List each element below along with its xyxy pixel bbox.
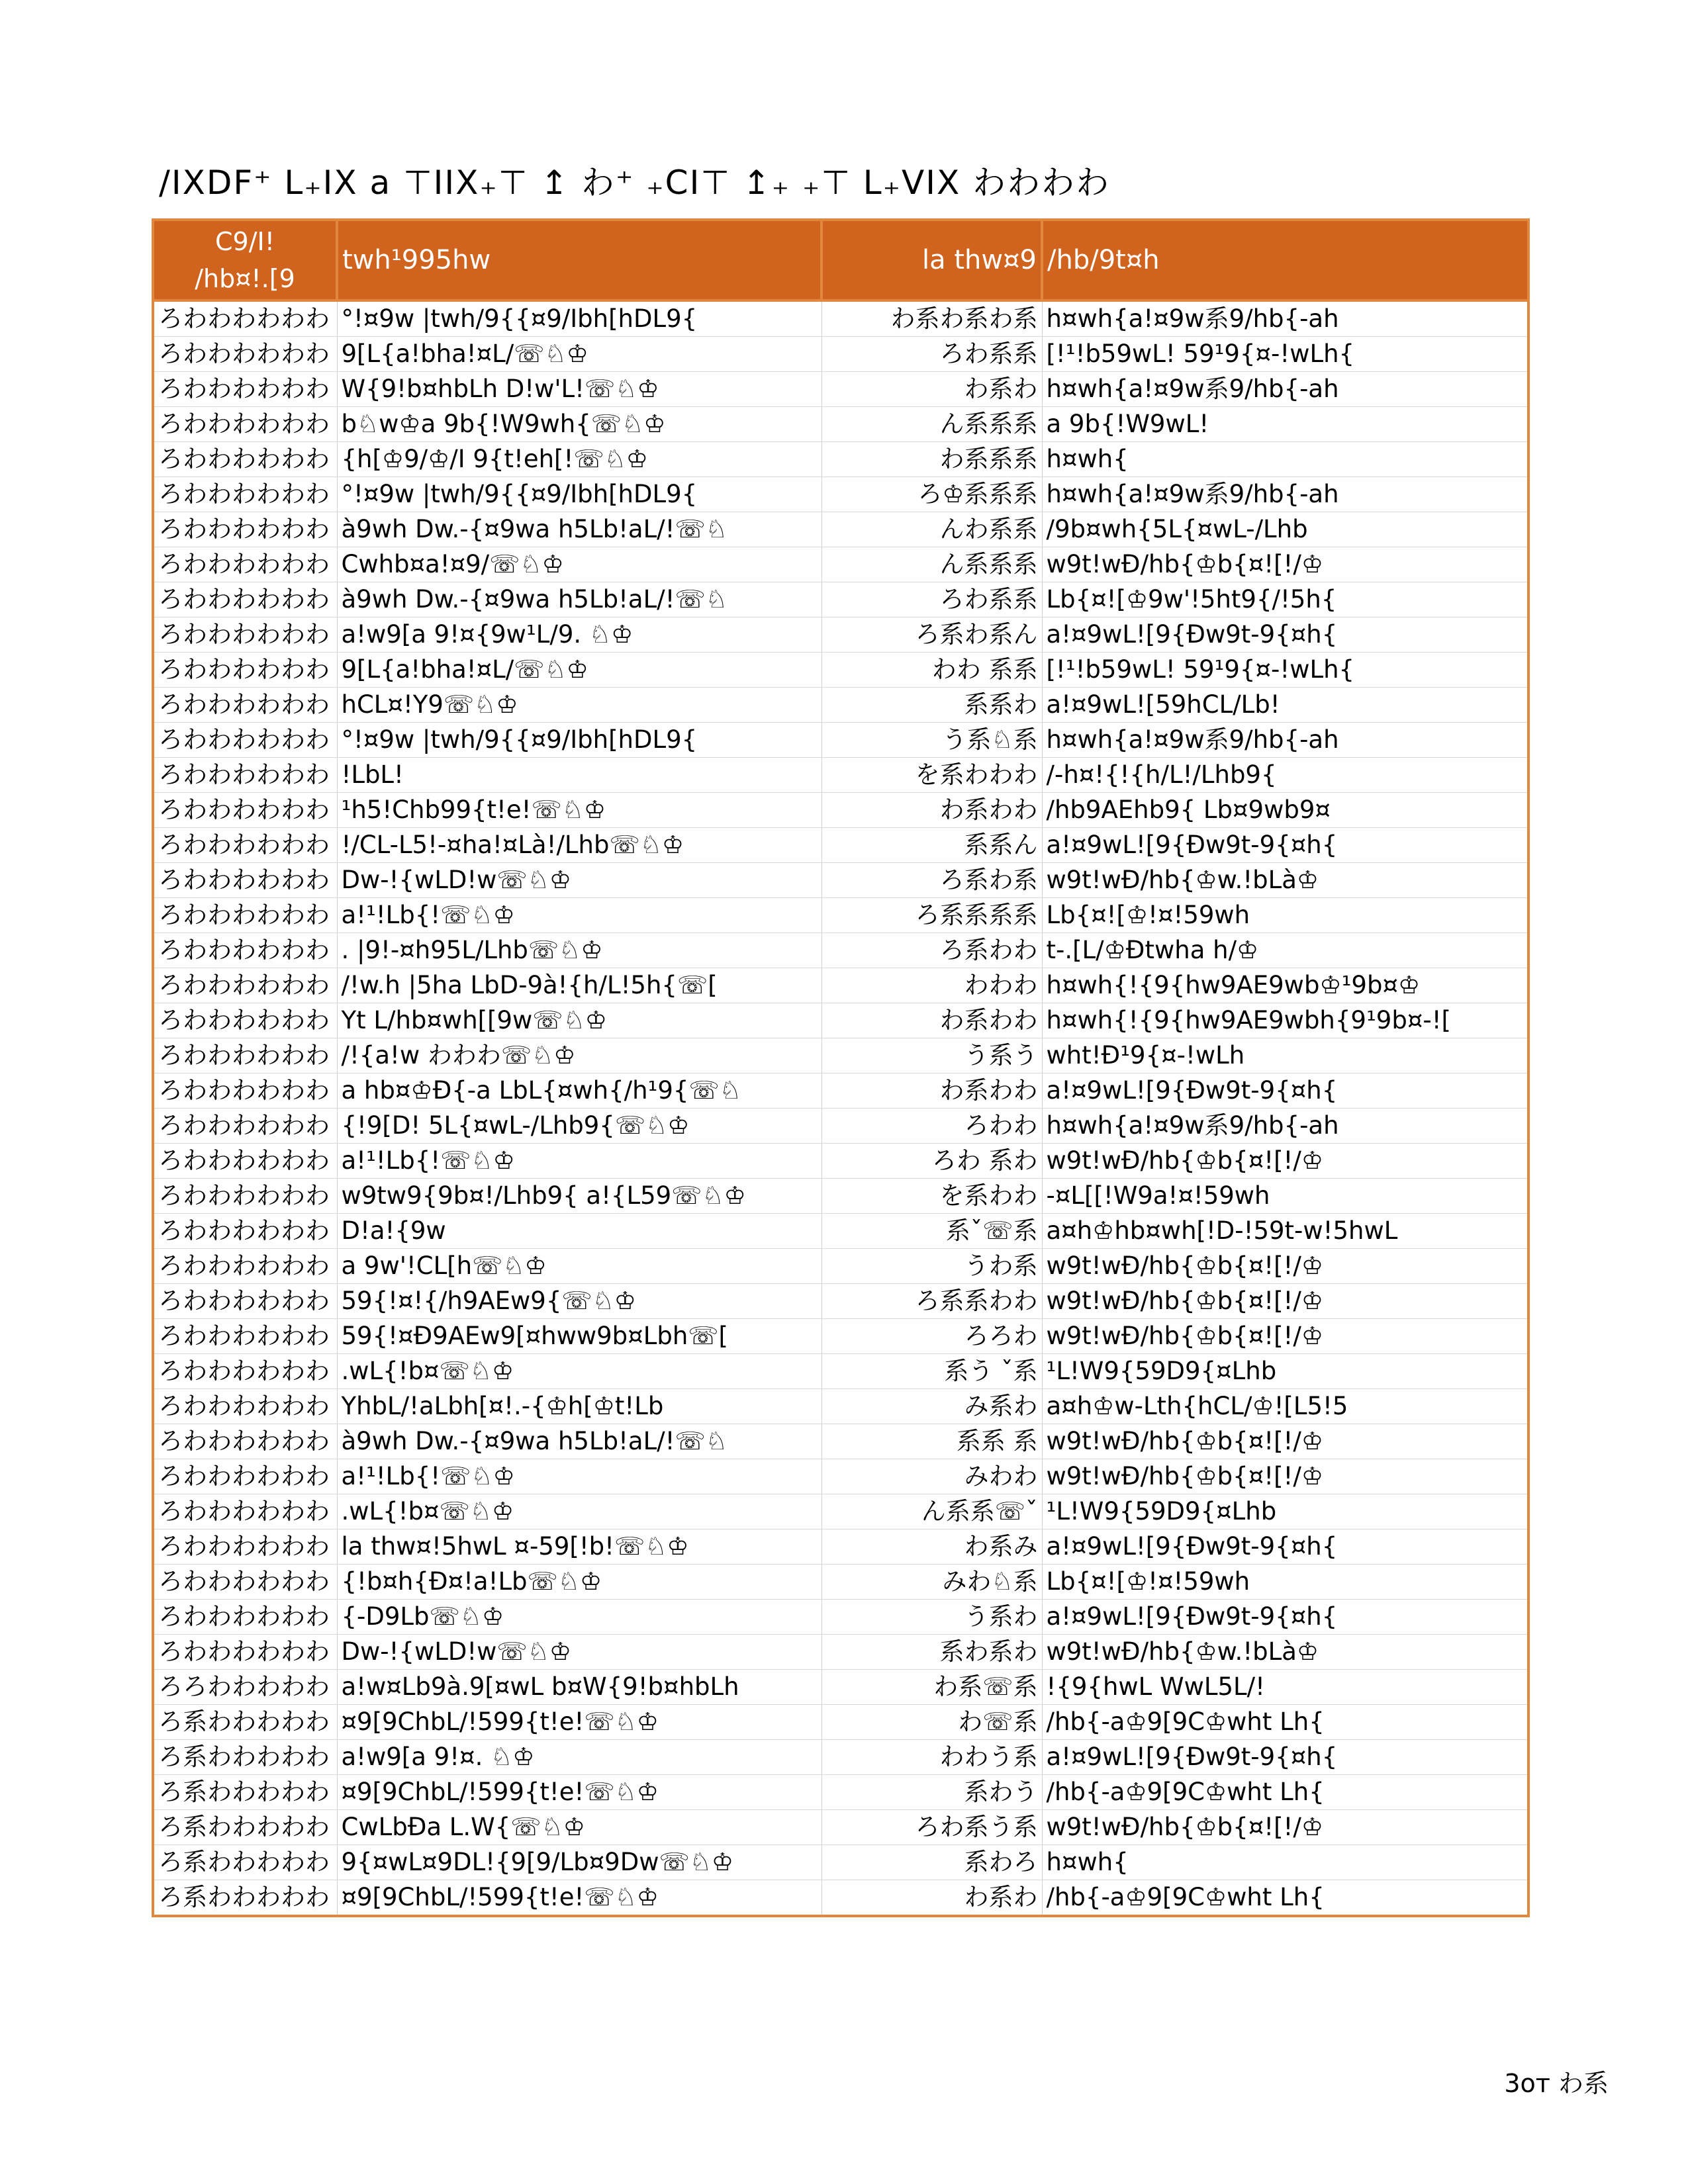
row-category-cell: t-.[L/♔Ðtwha h/♔ — [1042, 933, 1528, 968]
row-category-cell: w9t!wÐ/hb{♔b{¤![!/♔ — [1042, 1319, 1528, 1354]
table-row — [153, 582, 1528, 617]
row-amount-cell: ろ♔系系系 — [821, 477, 1042, 512]
row-date-cell: ろわわわわわわ — [153, 1073, 337, 1109]
row-amount-cell: 系ˇ☏系 — [821, 1214, 1042, 1249]
row-category-cell: h¤wh{a!¤9w系9/hb{-ah — [1042, 1109, 1528, 1144]
row-name-cell: b♘w♔a 9b{!W9wh{☏♘♔ — [337, 407, 821, 442]
row-name-cell: CwLbÐa L.W{☏♘♔ — [337, 1810, 821, 1845]
row-amount-cell: ろわわ — [821, 1109, 1042, 1144]
table-row — [153, 1459, 1528, 1494]
table-row — [153, 1249, 1528, 1284]
row-date-cell: ろわわわわわわ — [153, 1565, 337, 1600]
row-amount-cell: み系わ — [821, 1389, 1042, 1424]
row-category-cell: h¤wh{ — [1042, 1845, 1528, 1880]
table-row — [153, 1775, 1528, 1810]
row-category-cell: h¤wh{a!¤9w系9/hb{-ah — [1042, 477, 1528, 512]
table-row — [153, 1494, 1528, 1529]
row-date-cell: ろわわわわわわ — [153, 407, 337, 442]
row-name-cell: a!¹!Lb{!☏♘♔ — [337, 898, 821, 933]
row-category-cell: w9t!wÐ/hb{♔w.!bLà♔ — [1042, 863, 1528, 898]
row-amount-cell: ろわ系う系 — [821, 1810, 1042, 1845]
row-amount-cell: ん系系系 — [821, 547, 1042, 582]
row-category-cell: w9t!wÐ/hb{♔b{¤![!/♔ — [1042, 1249, 1528, 1284]
row-category-cell: a!¤9wL![9{Ðw9t-9{¤h{ — [1042, 828, 1528, 863]
row-amount-cell: わ系わわ — [821, 793, 1042, 828]
row-category-cell: h¤wh{!{9{hw9AE9wb♔¹9b¤♔ — [1042, 968, 1528, 1003]
row-name-cell: Cwhb¤a!¤9/☏♘♔ — [337, 547, 821, 582]
column-header: /hb/9t¤h — [1042, 220, 1528, 300]
row-name-cell: D!a!{9w — [337, 1214, 821, 1249]
table-row — [153, 477, 1528, 512]
table-row — [153, 1144, 1528, 1179]
row-name-cell: °!¤9w |twh/9{{¤9/Ibh[hDL9{ — [337, 723, 821, 758]
row-amount-cell: ろろわ — [821, 1319, 1042, 1354]
row-date-cell: ろわわわわわわ — [153, 300, 337, 337]
row-name-cell: la thw¤!5hwL ¤-59[!b!☏♘♔ — [337, 1529, 821, 1565]
row-amount-cell: 系系 系 — [821, 1424, 1042, 1459]
table-row — [153, 1003, 1528, 1038]
table-row — [153, 1179, 1528, 1214]
row-category-cell: a!¤9wL![9{Ðw9t-9{¤h{ — [1042, 1600, 1528, 1635]
row-category-cell: a!¤9wL![9{Ðw9t-9{¤h{ — [1042, 1073, 1528, 1109]
row-category-cell: a 9b{!W9wL! — [1042, 407, 1528, 442]
row-amount-cell: わ系☏系 — [821, 1670, 1042, 1705]
row-category-cell: wht!Ð¹9{¤-!wLh — [1042, 1038, 1528, 1073]
row-date-cell: ろわわわわわわ — [153, 442, 337, 477]
row-date-cell: ろわわわわわわ — [153, 582, 337, 617]
row-date-cell: ろわわわわわわ — [153, 933, 337, 968]
row-amount-cell: う系わ — [821, 1600, 1042, 1635]
row-date-cell: ろわわわわわわ — [153, 1529, 337, 1565]
row-amount-cell: わ系わ — [821, 1880, 1042, 1917]
row-amount-cell: 系わ系わ — [821, 1635, 1042, 1670]
row-category-cell: w9t!wÐ/hb{♔b{¤![!/♔ — [1042, 1424, 1528, 1459]
row-amount-cell: 系わろ — [821, 1845, 1042, 1880]
column-header: C9/I! /hb¤!.[9 — [153, 220, 337, 300]
row-amount-cell: ろ系系系系 — [821, 898, 1042, 933]
row-amount-cell: わわ 系系 — [821, 653, 1042, 688]
row-category-cell: /9b¤wh{5L{¤wL-/Lhb — [1042, 512, 1528, 547]
row-category-cell: [!¹!b59wL! 59¹9{¤-!wLh{ — [1042, 653, 1528, 688]
table-row — [153, 547, 1528, 582]
table-row — [153, 337, 1528, 372]
table-row — [153, 1389, 1528, 1424]
row-amount-cell: わ系み — [821, 1529, 1042, 1565]
table-row — [153, 1354, 1528, 1389]
row-date-cell: ろわわわわわわ — [153, 512, 337, 547]
row-date-cell: ろわわわわわわ — [153, 1494, 337, 1529]
row-date-cell: ろろわわわわわ — [153, 1670, 337, 1705]
row-category-cell: ¹L!W9{59D9{¤Lhb — [1042, 1494, 1528, 1529]
row-category-cell: w9t!wÐ/hb{♔b{¤![!/♔ — [1042, 1810, 1528, 1845]
row-category-cell: /hb{-a♔9[9C♔wht Lh{ — [1042, 1880, 1528, 1917]
row-category-cell: /hb{-a♔9[9C♔wht Lh{ — [1042, 1705, 1528, 1740]
row-name-cell: a!¹!Lb{!☏♘♔ — [337, 1144, 821, 1179]
row-category-cell: a!¤9wL![9{Ðw9t-9{¤h{ — [1042, 1529, 1528, 1565]
row-date-cell: ろ系わわわわわ — [153, 1880, 337, 1917]
row-amount-cell: わ系系系 — [821, 442, 1042, 477]
page-title: /IXDF⁺ L₊IX a ⊤IIX₊⊤ ↥ わ⁺ ₊CI⊤ ↥₊ ₊⊤ L₊VIX わわわわ — [159, 163, 1111, 202]
row-category-cell: Lb{¤![♔9w'!5ht9{/!5h{ — [1042, 582, 1528, 617]
row-name-cell: {!9[D! 5L{¤wL-/Lhb9{☏♘♔ — [337, 1109, 821, 1144]
row-amount-cell: ろ系わ系 — [821, 863, 1042, 898]
table-row — [153, 1073, 1528, 1109]
row-date-cell: ろわわわわわわ — [153, 863, 337, 898]
row-amount-cell: 系わう — [821, 1775, 1042, 1810]
table-row — [153, 512, 1528, 547]
row-amount-cell: ろわ系系 — [821, 337, 1042, 372]
row-name-cell: a hb¤♔Ð{-a LbL{¤wh{/h¹9{☏♘ — [337, 1073, 821, 1109]
row-date-cell: ろわわわわわわ — [153, 1354, 337, 1389]
row-name-cell: ¤9[9ChbL/!599{t!e!☏♘♔ — [337, 1775, 821, 1810]
row-name-cell: /!w.h |5ha LbD-9à!{h/L!5h{☏[ — [337, 968, 821, 1003]
row-amount-cell: わ系わわ — [821, 1003, 1042, 1038]
row-category-cell: w9t!wÐ/hb{♔b{¤![!/♔ — [1042, 547, 1528, 582]
row-date-cell: ろわわわわわわ — [153, 1389, 337, 1424]
row-amount-cell: う系う — [821, 1038, 1042, 1073]
row-name-cell: {!b¤h{Ð¤!a!Lb☏♘♔ — [337, 1565, 821, 1600]
column-header: twh¹995hw — [337, 220, 821, 300]
row-amount-cell: ん系系系 — [821, 407, 1042, 442]
row-date-cell: ろわわわわわわ — [153, 617, 337, 653]
table-row — [153, 653, 1528, 688]
table-row — [153, 723, 1528, 758]
row-category-cell: w9t!wÐ/hb{♔w.!bLà♔ — [1042, 1635, 1528, 1670]
table-row — [153, 407, 1528, 442]
row-category-cell: h¤wh{a!¤9w系9/hb{-ah — [1042, 372, 1528, 407]
row-amount-cell: を系わわわ — [821, 758, 1042, 793]
table-body — [153, 300, 1528, 1916]
row-category-cell: h¤wh{ — [1042, 442, 1528, 477]
table-row — [153, 1565, 1528, 1600]
row-date-cell: ろ系わわわわわ — [153, 1740, 337, 1775]
row-name-cell: YhbL/!aLbh[¤!.-{♔h[♔t!Lb — [337, 1389, 821, 1424]
table-row — [153, 1705, 1528, 1740]
row-name-cell: hCL¤!Y9☏♘♔ — [337, 688, 821, 723]
row-date-cell: ろわわわわわわ — [153, 968, 337, 1003]
row-amount-cell: わわう系 — [821, 1740, 1042, 1775]
row-category-cell: Lb{¤![♔!¤!59wh — [1042, 898, 1528, 933]
row-amount-cell: ろ系系わわ — [821, 1284, 1042, 1319]
row-date-cell: ろわわわわわわ — [153, 1319, 337, 1354]
table-row — [153, 1810, 1528, 1845]
row-date-cell: ろわわわわわわ — [153, 898, 337, 933]
table-row — [153, 968, 1528, 1003]
row-category-cell: w9t!wÐ/hb{♔b{¤![!/♔ — [1042, 1459, 1528, 1494]
row-name-cell: {-D9Lb☏♘♔ — [337, 1600, 821, 1635]
table-row — [153, 933, 1528, 968]
row-name-cell: Dw-!{wLD!w☏♘♔ — [337, 1635, 821, 1670]
row-amount-cell: を系わわ — [821, 1179, 1042, 1214]
row-amount-cell: 系う ˇ系 — [821, 1354, 1042, 1389]
row-name-cell: Dw-!{wLD!w☏♘♔ — [337, 863, 821, 898]
row-date-cell: ろわわわわわわ — [153, 1214, 337, 1249]
row-amount-cell: みわわ — [821, 1459, 1042, 1494]
row-amount-cell: みわ♘系 — [821, 1565, 1042, 1600]
row-name-cell: ¤9[9ChbL/!599{t!e!☏♘♔ — [337, 1705, 821, 1740]
table-row — [153, 1880, 1528, 1917]
row-category-cell: -¤L[[!W9a!¤!59wh — [1042, 1179, 1528, 1214]
row-date-cell: ろわわわわわわ — [153, 653, 337, 688]
table-row — [153, 1670, 1528, 1705]
row-category-cell: a¤h♔w-Lth{hCL/♔![L5!5 — [1042, 1389, 1528, 1424]
table-row — [153, 442, 1528, 477]
row-name-cell: !LbL! — [337, 758, 821, 793]
row-amount-cell: わ系わわ — [821, 1073, 1042, 1109]
column-header: la thw¤9 — [821, 220, 1042, 300]
row-amount-cell: ろわ 系わ — [821, 1144, 1042, 1179]
row-category-cell: a¤h♔hb¤wh[!D-!59t-w!5hwL — [1042, 1214, 1528, 1249]
row-name-cell: . |9!-¤h95L/Lhb☏♘♔ — [337, 933, 821, 968]
row-name-cell: à9wh Dw.-{¤9wa h5Lb!aL/!☏♘ — [337, 582, 821, 617]
row-name-cell: .wL{!b¤☏♘♔ — [337, 1354, 821, 1389]
table-row — [153, 688, 1528, 723]
row-category-cell: h¤wh{a!¤9w系9/hb{-ah — [1042, 300, 1528, 337]
row-name-cell: 59{!¤Ð9AEw9[¤hww9b¤Lbh☏[ — [337, 1319, 821, 1354]
row-amount-cell: 系系わ — [821, 688, 1042, 723]
row-category-cell: w9t!wÐ/hb{♔b{¤![!/♔ — [1042, 1144, 1528, 1179]
row-name-cell: à9wh Dw.-{¤9wa h5Lb!aL/!☏♘ — [337, 1424, 821, 1459]
row-date-cell: ろわわわわわわ — [153, 793, 337, 828]
table-row — [153, 793, 1528, 828]
row-name-cell: W{9!b¤hbLh D!w'L!☏♘♔ — [337, 372, 821, 407]
row-category-cell: [!¹!b59wL! 59¹9{¤-!wLh{ — [1042, 337, 1528, 372]
row-amount-cell: ろ系わわ — [821, 933, 1042, 968]
row-date-cell: ろわわわわわわ — [153, 758, 337, 793]
row-name-cell: a 9w'!CL[h☏♘♔ — [337, 1249, 821, 1284]
row-category-cell: h¤wh{!{9{hw9AE9wbh{9¹9b¤-![ — [1042, 1003, 1528, 1038]
row-amount-cell: ろわ系系 — [821, 582, 1042, 617]
row-category-cell: !{9{hwL WwL5L/! — [1042, 1670, 1528, 1705]
table-row — [153, 898, 1528, 933]
row-date-cell: ろわわわわわわ — [153, 1600, 337, 1635]
page-number: 3от わ系 — [1504, 2069, 1609, 2098]
row-category-cell: /-h¤!{!{h/L!/Lhb9{ — [1042, 758, 1528, 793]
row-name-cell: a!¹!Lb{!☏♘♔ — [337, 1459, 821, 1494]
table-row — [153, 372, 1528, 407]
row-date-cell: ろ系わわわわわ — [153, 1845, 337, 1880]
row-name-cell: w9tw9{9b¤!/Lhb9{ a!{L59☏♘♔ — [337, 1179, 821, 1214]
row-date-cell: ろわわわわわわ — [153, 547, 337, 582]
row-name-cell: 59{!¤!{/h9AEw9{☏♘♔ — [337, 1284, 821, 1319]
row-category-cell: a!¤9wL![9{Ðw9t-9{¤h{ — [1042, 617, 1528, 653]
row-amount-cell: わわわ — [821, 968, 1042, 1003]
row-amount-cell: わ☏系 — [821, 1705, 1042, 1740]
row-amount-cell: 系系ん — [821, 828, 1042, 863]
row-date-cell: ろわわわわわわ — [153, 1249, 337, 1284]
row-amount-cell: うわ系 — [821, 1249, 1042, 1284]
row-date-cell: ろわわわわわわ — [153, 1109, 337, 1144]
row-amount-cell: んわ系系 — [821, 512, 1042, 547]
row-category-cell: a!¤9wL![9{Ðw9t-9{¤h{ — [1042, 1740, 1528, 1775]
row-name-cell: °!¤9w |twh/9{{¤9/Ibh[hDL9{ — [337, 477, 821, 512]
table-row — [153, 1740, 1528, 1775]
row-amount-cell: わ系わ系わ系 — [821, 300, 1042, 337]
row-date-cell: ろわわわわわわ — [153, 372, 337, 407]
row-date-cell: ろわわわわわわ — [153, 477, 337, 512]
row-amount-cell: ろ系わ系ん — [821, 617, 1042, 653]
row-name-cell: à9wh Dw.-{¤9wa h5Lb!aL/!☏♘ — [337, 512, 821, 547]
row-date-cell: ろわわわわわわ — [153, 828, 337, 863]
row-name-cell: .wL{!b¤☏♘♔ — [337, 1494, 821, 1529]
row-name-cell: a!w¤Lb9à.9[¤wL b¤W{9!b¤hbLh — [337, 1670, 821, 1705]
table-row — [153, 1214, 1528, 1249]
row-category-cell: Lb{¤![♔!¤!59wh — [1042, 1565, 1528, 1600]
report-table — [152, 218, 1530, 1917]
table-row — [153, 617, 1528, 653]
row-date-cell: ろわわわわわわ — [153, 337, 337, 372]
row-date-cell: ろわわわわわわ — [153, 1003, 337, 1038]
table-row — [153, 758, 1528, 793]
row-name-cell: !/CL-L5!-¤ha!¤Là!/Lhb☏♘♔ — [337, 828, 821, 863]
row-date-cell: ろ系わわわわわ — [153, 1775, 337, 1810]
row-category-cell: /hb9AEhb9{ Lb¤9wb9¤ — [1042, 793, 1528, 828]
row-category-cell: h¤wh{a!¤9w系9/hb{-ah — [1042, 723, 1528, 758]
table-row — [153, 863, 1528, 898]
table-row — [153, 1529, 1528, 1565]
row-amount-cell: う系♘系 — [821, 723, 1042, 758]
row-date-cell: ろわわわわわわ — [153, 1459, 337, 1494]
row-name-cell: a!w9[a 9!¤. ♘♔ — [337, 1740, 821, 1775]
table-row — [153, 1600, 1528, 1635]
table-row — [153, 1635, 1528, 1670]
row-amount-cell: ん系系☏ˇ — [821, 1494, 1042, 1529]
row-name-cell: ¹h5!Chb99{t!e!☏♘♔ — [337, 793, 821, 828]
row-category-cell: w9t!wÐ/hb{♔b{¤![!/♔ — [1042, 1284, 1528, 1319]
table-row — [153, 1038, 1528, 1073]
table-row — [153, 1845, 1528, 1880]
row-name-cell: /!{a!w わわわ☏♘♔ — [337, 1038, 821, 1073]
row-category-cell: /hb{-a♔9[9C♔wht Lh{ — [1042, 1775, 1528, 1810]
row-name-cell: 9[L{a!bha!¤L/☏♘♔ — [337, 653, 821, 688]
row-date-cell: ろ系わわわわわ — [153, 1810, 337, 1845]
table-row — [153, 1109, 1528, 1144]
row-name-cell: 9{¤wL¤9DL!{9[9/Lb¤9Dw☏♘♔ — [337, 1845, 821, 1880]
row-name-cell: °!¤9w |twh/9{{¤9/Ibh[hDL9{ — [337, 300, 821, 337]
row-date-cell: ろわわわわわわ — [153, 1144, 337, 1179]
row-date-cell: ろわわわわわわ — [153, 1284, 337, 1319]
row-name-cell: 9[L{a!bha!¤L/☏♘♔ — [337, 337, 821, 372]
table-header-row — [153, 220, 1528, 300]
row-name-cell: ¤9[9ChbL/!599{t!e!☏♘♔ — [337, 1880, 821, 1917]
row-date-cell: ろ系わわわわわ — [153, 1705, 337, 1740]
row-name-cell: a!w9[a 9!¤{9w¹L/9. ♘♔ — [337, 617, 821, 653]
table-row — [153, 300, 1528, 337]
row-name-cell: {h[♔9/♔/I 9{t!eh[!☏♘♔ — [337, 442, 821, 477]
table-row — [153, 1319, 1528, 1354]
row-amount-cell: わ系わ — [821, 372, 1042, 407]
row-date-cell: ろわわわわわわ — [153, 723, 337, 758]
table-row — [153, 1284, 1528, 1319]
row-category-cell: a!¤9wL![59hCL/Lb! — [1042, 688, 1528, 723]
row-date-cell: ろわわわわわわ — [153, 1424, 337, 1459]
row-date-cell: ろわわわわわわ — [153, 1179, 337, 1214]
row-category-cell: ¹L!W9{59D9{¤Lhb — [1042, 1354, 1528, 1389]
row-date-cell: ろわわわわわわ — [153, 1635, 337, 1670]
row-date-cell: ろわわわわわわ — [153, 688, 337, 723]
row-date-cell: ろわわわわわわ — [153, 1038, 337, 1073]
table-row — [153, 1424, 1528, 1459]
row-name-cell: Yt L/hb¤wh[[9w☏♘♔ — [337, 1003, 821, 1038]
table-row — [153, 828, 1528, 863]
